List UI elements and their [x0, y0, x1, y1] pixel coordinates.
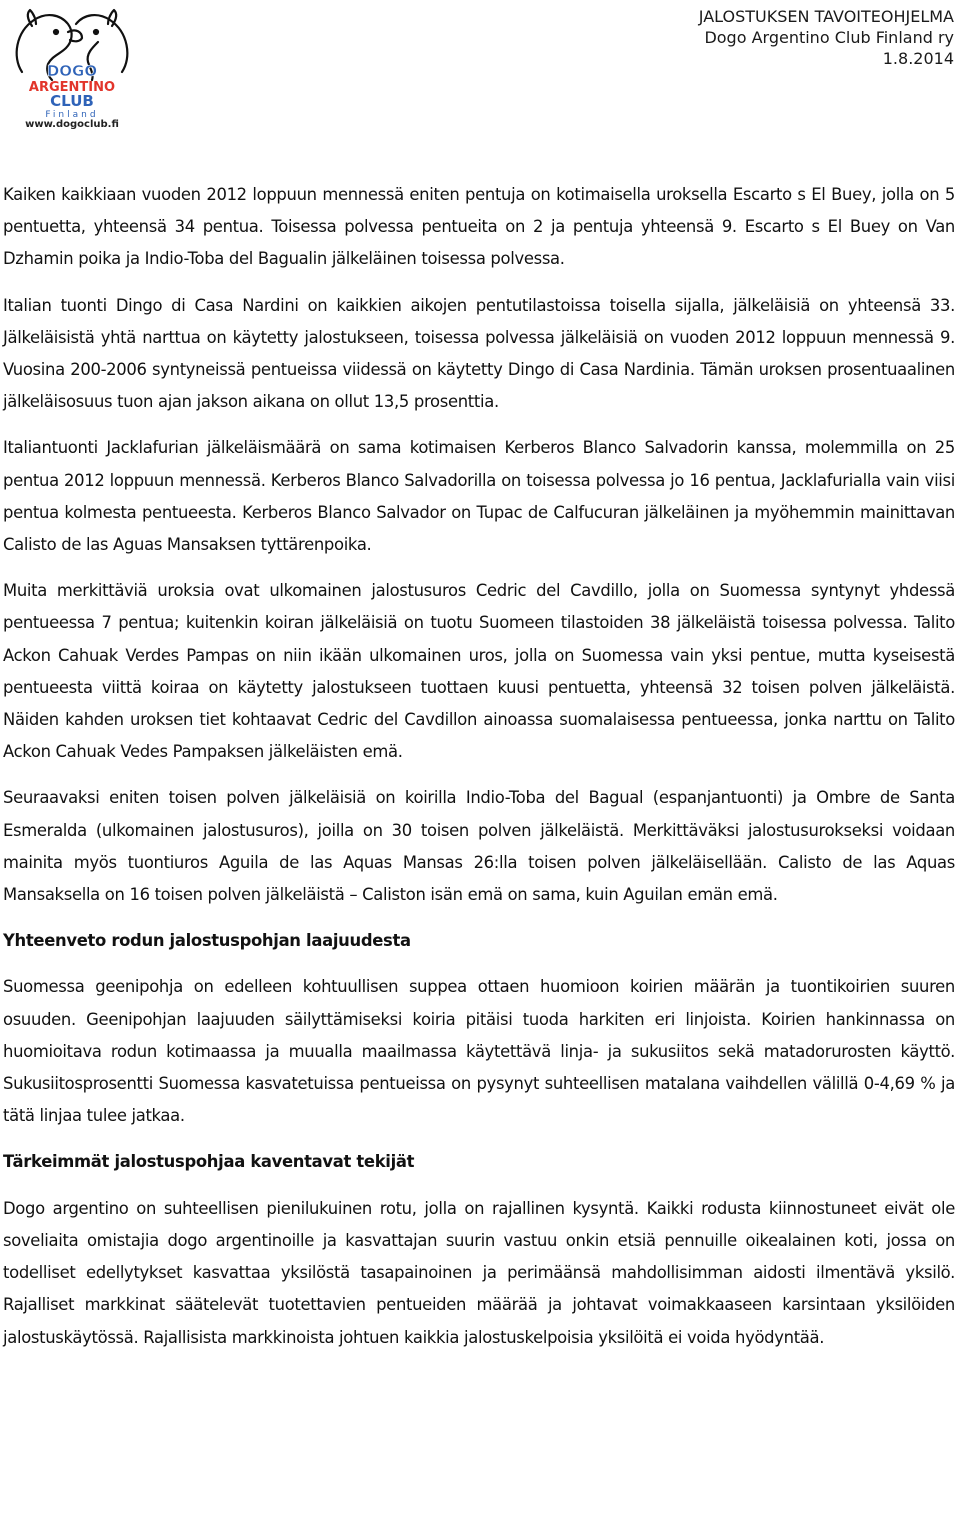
paragraph-4: Muita merkittäviä uroksia ovat ulkomainen jalostusuros Cedric del Cavdillo, jolla on Suomessa syntynyt yhdessä pentueessa 7 pentua; kuitenkin koiran jälkeläisiä on tuotu Suomeen tilastoiden 38 jälkeläistä toisessa polvessa. Talito Ackon Cahuak Verdes Pampas on niin ikään ulkomainen uros, jolla on Suomessa vain yksi pentue, mutta kyseisestä pentueesta viittä koiraa on käytetty jalostukseen tuottaen kuusi pentuetta, yhteensä 32 toisen polven jälkeläistä. Näiden kahden uroksen tiet kohtaavat Cedric del Cavdillon ainoassa suomalaisessa pentueessa, jonka narttu on Talito Ackon Cahuak Vedes Pampaksen jälkeläisten emä.	[3, 581, 955, 762]
paragraph-2: Italian tuonti Dingo di Casa Nardini on kaikkien aikojen pentutilastoissa toisella sijalla, jälkeläisiä on yhteensä 33. Jälkeläisistä yhtä narttua on käytetty jalostukseen, toisessa polvessa jälkeläisiä on vuoden 2012 loppuun mennessä 9. Vuosina 200-2006 syntyneissä pentueissa viidessä on käytetty Dingo di Casa Nardinia. Tämän uroksen prosentuaalinen jälkeläisosuus tuon ajan jakson aikana on ollut 13,5 prosenttia.	[3, 295, 955, 412]
organization-name: Dogo Argentino Club Finland ry	[704, 28, 954, 47]
logo-url: www.dogoclub.fi	[25, 119, 119, 130]
document-body	[3, 179, 955, 1354]
paragraph-3: Italiantuonti Jacklafurian jälkeläismäärä on sama kotimaisen Kerberos Blanco Salvadorin kanssa, molemmilla on 25 pentua 2012 loppuun mennessä. Kerberos Blanco Salvadorilla on toisessa polvessa jo 16 pentua, Jacklafurialla vain viisi pentua kolmesta pentueesta. Kerberos Blanco Salvador on Tupac de Calfucuran jälkeläinen ja myöhemmin mainittavan Calisto de las Aguas Mansaksen tyttärenpoika.	[3, 438, 955, 555]
paragraph-7: Dogo argentino on suhteellisen pienilukuinen rotu, jolla on rajallinen kysyntä. Kaikki rodusta kiinnostuneet eivät ole soveliaita omistajia dogo argentinoille ja kasvattajan suurin vastuu onkin etsiä pennuille oikealainen koti, jossa on todelliset edellytykset kasvattaa yksilöstä tasapainoinen ja perimäänsä mahdollisimman aidosti ilmentävä yksilö. Rajalliset markkinat säätelevät tuotettavien pentueiden määrää ja johtavat voimakkaaseen karsintaan yksilöiden jalostuskäytössä. Rajallisista markkinoista johtuen kaikkia jalostuskelpoisia yksilöitä ei voida hyödyntää.	[3, 1198, 955, 1347]
logo-line3: CLUB	[50, 92, 94, 110]
club-logo	[2, 2, 142, 132]
logo-line1: DOGO	[46, 62, 98, 80]
document-date: 1.8.2014	[882, 49, 954, 68]
paragraph-1: Kaiken kaikkiaan vuoden 2012 loppuun mennessä eniten pentuja on kotimaisella uroksella Escarto s El Buey, jolla on 5 pentuetta, yhteensä 34 pentua. Toisessa polvessa pentueita on 2 ja pentuja yhteensä 9. Escarto s El Buey on Van Dzhamin poika ja Indio-Toba del Bagualin jälkeläinen toisessa polvessa.	[3, 185, 955, 269]
paragraph-6: Suomessa geenipohja on edelleen kohtuullisen suppea ottaen huomioon koirien määrän ja tuontikoirien suuren osuuden. Geenipohjan laajuuden säilyttämiseksi koiria pitäisi tuoda harkiten eri linjoista. Koirien hankinnassa on huomioitava rodun kotimaassa ja muualla maailmassa käytettävä linja- ja sukusiitos sekä matadorurosten käyttö. Sukusiitosprosentti Suomessa kasvatetuissa pentueissa on pysynyt suhteellisen matalana vaihdellen välillä 0-4,69 % ja tätä linjaa tulee jatkaa.	[3, 977, 955, 1126]
logo-line2: ARGENTINO	[28, 80, 116, 95]
logo-line4: Finland	[45, 110, 99, 120]
document-header	[699, 6, 954, 69]
logo-wordmark	[2, 62, 142, 122]
section-heading-factors: Tärkeimmät jalostuspohjaa kaventavat tekijät	[3, 1152, 415, 1172]
section-heading-summary: Yhteenveto rodun jalostuspohjan laajuudesta	[3, 931, 411, 951]
document-title: JALOSTUKSEN TAVOITEOHJELMA	[698, 7, 954, 26]
paragraph-5: Seuraavaksi eniten toisen polven jälkeläisiä on koirilla Indio-Toba del Bagual (espanjantuonti) ja Ombre de Santa Esmeralda (ulkomainen jalostusuros), joilla on 30 toisen polven jälkeläistä. Merkittäväksi jalostusurokseksi voidaan mainita myös tuontiuros Aguila de las Aquas Mansas 26:lla toisen polven jälkeläisellään. Calisto de las Aquas Mansaksella on 16 toisen polven jälkeläistä – Caliston isän emä on sama, kuin Aguilan emän emä.	[3, 788, 955, 905]
